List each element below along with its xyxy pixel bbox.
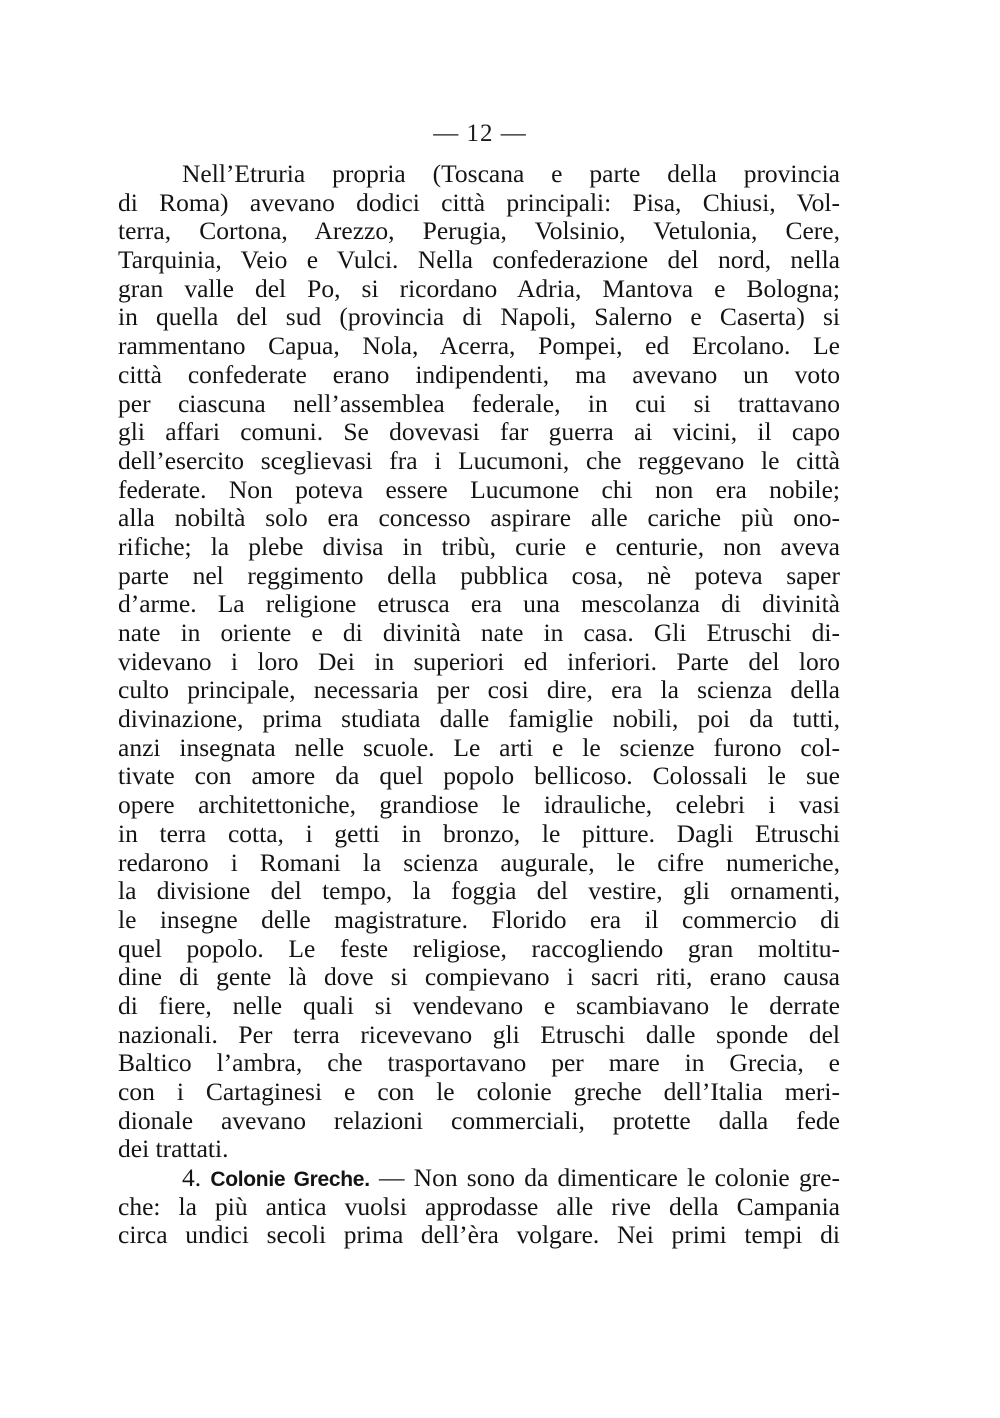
section-number: 4.: [182, 1163, 202, 1193]
section-first-line-text: — Non sono da dimenticare le colonie gre-: [378, 1163, 840, 1193]
body-text: [118, 160, 840, 1250]
text-line: opere architettoniche, grandiose le idrauliche, celebri i vasi: [118, 790, 840, 820]
text-line: in terra cotta, i getti in bronzo, le pitture. Dagli Etruschi: [118, 818, 840, 848]
text-line: dine di gente là dove si compievano i sacri riti, erano causa: [118, 962, 840, 992]
text-line: che: la più antica vuolsi approdasse alle rive della Campania: [118, 1191, 840, 1221]
text-line: tivate con amore da quel popolo bellicoso. Colossali le sue: [118, 761, 840, 791]
text-line: d’arme. La religione etrusca era una mescolanza di divinità: [118, 589, 840, 619]
text-line: Baltico l’ambra, che trasportavano per mare in Grecia, e: [118, 1048, 840, 1078]
text-line: dionale avevano relazioni commerciali, protette dalla fede: [118, 1105, 840, 1135]
text-line: anzi insegnata nelle scuole. Le arti e le scienze furono col-: [118, 732, 840, 762]
text-line: nazionali. Per terra ricevevano gli Etruschi dalle sponde del: [118, 1019, 840, 1049]
text-line: federate. Non poteva essere Lucumone chi non era nobile;: [118, 474, 840, 504]
text-line: divinazione, prima studiata dalle famiglie nobili, poi da tutti,: [118, 704, 840, 734]
text-line: nate in oriente e di divinità nate in casa. Gli Etruschi di-: [118, 618, 840, 647]
text-line: di Roma) avevano dodici città principali: Pisa, Chiusi, Vol-: [118, 187, 840, 217]
text-line: dell’esercito sceglievasi fra i Lucumoni, che reggevano le città: [118, 445, 840, 475]
text-line: culto principale, necessaria per cosi dire, era la scienza della: [118, 675, 840, 705]
text-line: di fiere, nelle quali si vendevano e scambiavano le derrate: [118, 990, 840, 1020]
paragraph-etruria: [118, 160, 840, 1164]
text-line: per ciascuna nell’assemblea federale, in cui si trattavano: [118, 388, 840, 418]
text-line: in quella del sud (provincia di Napoli, Salerno e Caserta) si: [118, 302, 840, 332]
text-line: videvano i loro Dei in superiori ed inferiori. Parte del loro: [118, 646, 840, 676]
text-line: gli affari comuni. Se dovevasi far guerra ai vicini, il capo: [118, 417, 840, 447]
paragraph-colonie-greche: [118, 1164, 840, 1250]
text-line: Nell’Etruria propria (Toscana e parte della provincia: [182, 159, 840, 188]
text-line: quel popolo. Le feste religiose, raccogliendo gran moltitu-: [118, 933, 840, 963]
text-line: rifiche; la plebe divisa in tribù, curie e centurie, non aveva: [118, 531, 840, 561]
text-line: la divisione del tempo, la foggia del vestire, gli ornamenti,: [118, 876, 840, 906]
page-number: — 12 —: [433, 120, 527, 147]
text-line: redarono i Romani la scienza augurale, le cifre numeriche,: [118, 847, 840, 877]
text-line: città confederate erano indipendenti, ma avevano un voto: [118, 359, 840, 389]
text-line: con i Cartaginesi e con le colonie greche dell’Italia meri-: [118, 1077, 840, 1106]
text-line: Tarquinia, Veio e Vulci. Nella confederazione del nord, nella: [118, 245, 840, 275]
text-line: alla nobiltà solo era concesso aspirare alle cariche più ono-: [118, 503, 840, 533]
text-line: dei trattati.: [118, 1134, 229, 1164]
section-first-line: [118, 1164, 840, 1193]
section-heading: Colonie Greche.: [210, 1168, 370, 1192]
text-line: rammentano Capua, Nola, Acerra, Pompei, ed Ercolano. Le: [118, 331, 840, 361]
text-line: le insegne delle magistrature. Florido era il commercio di: [118, 904, 840, 934]
text-line: gran valle del Po, si ricordano Adria, Mantova e Bologna;: [118, 273, 840, 303]
text-line: terra, Cortona, Arezzo, Perugia, Volsinio, Vetulonia, Cere,: [118, 216, 840, 246]
text-line: circa undici secoli prima dell’èra volgare. Nei primi tempi di: [118, 1220, 840, 1250]
text-line: parte nel reggimento della pubblica cosa, nè poteva saper: [118, 560, 840, 590]
